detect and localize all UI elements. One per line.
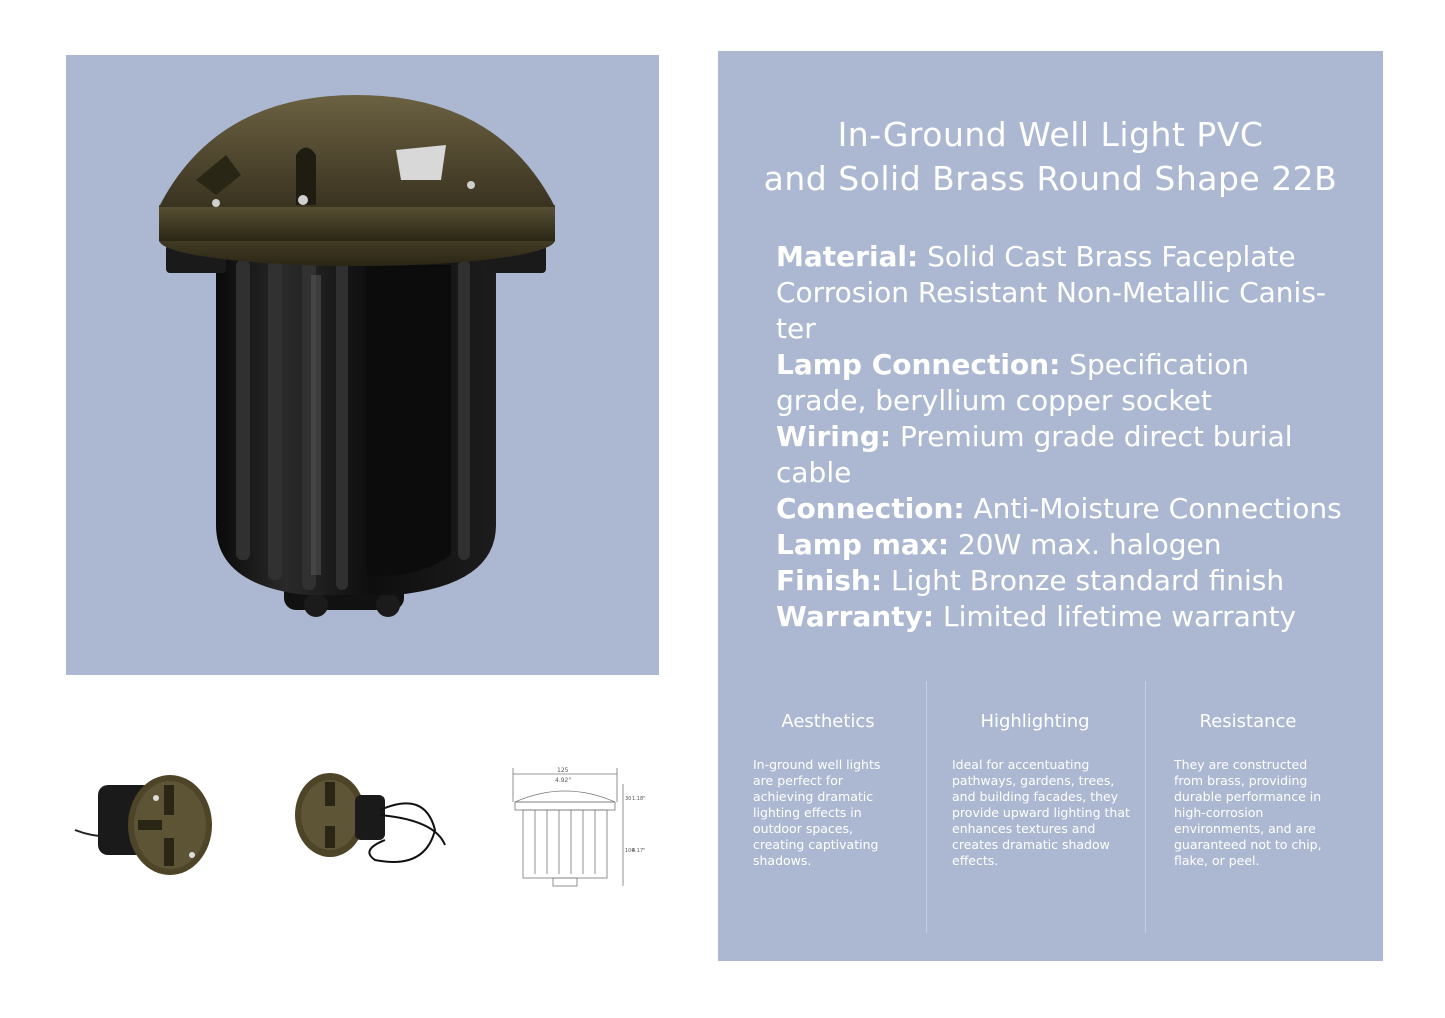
spec-value: Solid Cast Brass Faceplate Corrosion Resistant Non-Metallic Canis-ter bbox=[776, 240, 1327, 345]
thumbnail-with-cable bbox=[285, 760, 455, 880]
feature-heading: Resistance bbox=[1199, 711, 1297, 732]
column-divider bbox=[1145, 681, 1146, 933]
dim-label: 125 bbox=[557, 767, 569, 774]
feature-text: Ideal for accentuating pathways, gardens, trees, and building facades, they provide upward lighting that enhances textures and creates dramatic shadow effects. bbox=[952, 757, 1130, 868]
spec-value: Light Bronze standard finish bbox=[890, 564, 1285, 597]
feature-text: In-ground well lights are perfect for achieving dramatic lighting effects in outdoor spaces, creating captivating shadows. bbox=[753, 757, 881, 868]
thumbnail-angled-view bbox=[70, 760, 230, 880]
feature-text: They are constructed from brass, providing durable performance in high-corrosion environments, and are guaranteed not to chip, flake, or peel. bbox=[1174, 757, 1322, 868]
spec-warranty bbox=[776, 599, 1346, 635]
dim-label: 4.17" bbox=[632, 848, 646, 854]
spec-finish bbox=[776, 563, 1346, 599]
spec-value: Specification grade, beryllium copper socket bbox=[776, 348, 1249, 417]
title-line-2: and Solid Brass Round Shape 22B bbox=[763, 159, 1338, 198]
spec-label: Warranty: bbox=[776, 600, 935, 633]
dim-label: 4.92" bbox=[555, 777, 572, 784]
dim-label: 1.18" bbox=[632, 796, 646, 802]
spec-label: Connection: bbox=[776, 492, 965, 525]
spec-wiring bbox=[776, 419, 1346, 491]
spec-label: Lamp Connection: bbox=[776, 348, 1061, 381]
feature-heading: Highlighting bbox=[980, 711, 1090, 732]
spec-list bbox=[776, 239, 1346, 635]
spec-lamp-max bbox=[776, 527, 1346, 563]
spec-value: 20W max. halogen bbox=[957, 528, 1222, 561]
feature-heading: Aesthetics bbox=[781, 711, 875, 732]
spec-value: Premium grade direct burial cable bbox=[776, 420, 1293, 489]
title-line-1: In-Ground Well Light PVC bbox=[837, 115, 1264, 154]
spec-value: Limited lifetime warranty bbox=[942, 600, 1297, 633]
feature-highlighting bbox=[940, 711, 1130, 869]
spec-label: Finish: bbox=[776, 564, 883, 597]
spec-lamp-connection bbox=[776, 347, 1346, 419]
product-title bbox=[718, 113, 1383, 201]
spec-material bbox=[776, 239, 1346, 347]
well-light-illustration bbox=[66, 55, 659, 675]
spec-connection bbox=[776, 491, 1346, 527]
product-info-panel bbox=[718, 51, 1383, 961]
technical-drawing bbox=[505, 762, 646, 892]
spec-label: Wiring: bbox=[776, 420, 892, 453]
dim-label: 106 bbox=[625, 848, 635, 854]
hero-product-image bbox=[66, 55, 659, 675]
spec-value: Anti-Moisture Connections bbox=[973, 492, 1342, 525]
column-divider bbox=[926, 681, 927, 933]
dim-label: 30 bbox=[625, 796, 632, 802]
spec-label: Lamp max: bbox=[776, 528, 950, 561]
feature-aesthetics bbox=[733, 711, 923, 869]
feature-resistance bbox=[1153, 711, 1343, 869]
spec-label: Material: bbox=[776, 240, 919, 273]
